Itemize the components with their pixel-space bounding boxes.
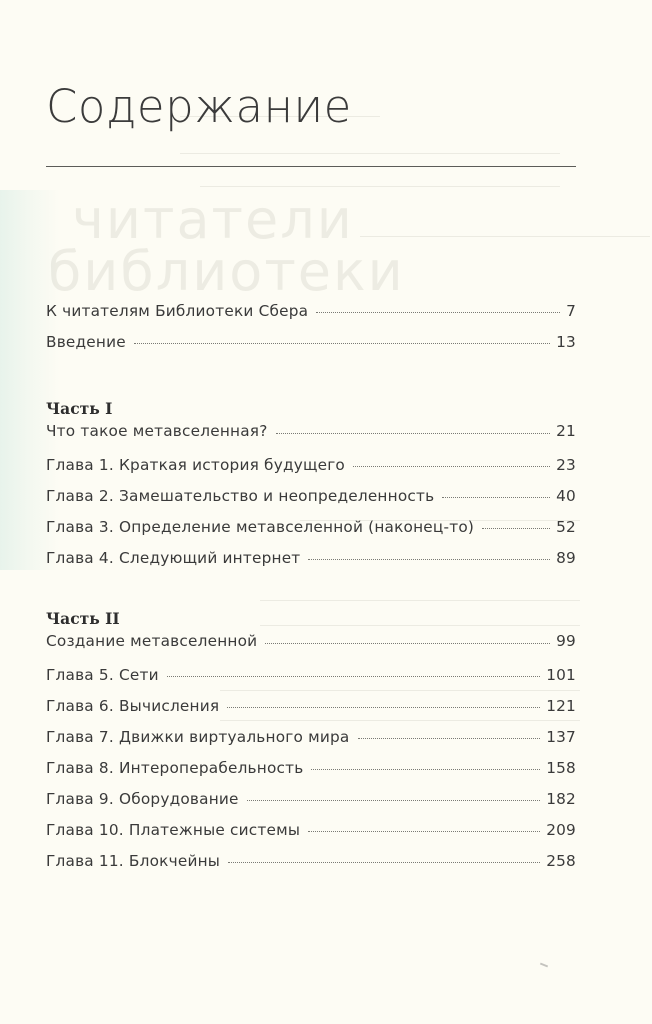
toc-entry-label: Создание метавселенной	[46, 632, 258, 650]
part-heading-1: Часть I	[46, 399, 113, 418]
spacer	[46, 358, 576, 398]
dot-leader	[227, 707, 540, 708]
toc-entry-chapter-2[interactable]	[46, 481, 576, 512]
toc-entry-chapter-6[interactable]	[46, 691, 576, 722]
toc-entry-label: Глава 6. Вычисления	[46, 697, 220, 715]
toc-entry-page: 258	[546, 852, 576, 870]
dot-leader	[167, 676, 540, 677]
dot-leader	[276, 433, 551, 434]
toc-entry-page: 182	[546, 790, 576, 808]
toc-entry-label: Глава 8. Интероперабельность	[46, 759, 304, 777]
toc-entry-part1-intro[interactable]	[46, 420, 576, 446]
toc-entry-page: 137	[546, 728, 576, 746]
toc-entry-page: 89	[556, 549, 576, 567]
toc-entry-label: Глава 3. Определение метавселенной (наконец-то)	[46, 518, 475, 536]
bleed-through-line	[360, 236, 650, 237]
dot-leader	[308, 559, 550, 560]
dot-leader	[311, 769, 540, 770]
toc-entry-label: Глава 5. Сети	[46, 666, 159, 684]
dot-leader	[228, 862, 540, 863]
toc-entry-label: Глава 11. Блокчейны	[46, 852, 221, 870]
toc-entry-label: Глава 1. Краткая история будущего	[46, 456, 345, 474]
toc-entry-page: 23	[556, 456, 576, 474]
toc-entry-page: 99	[556, 632, 576, 650]
toc-entry-chapter-11[interactable]	[46, 846, 576, 877]
toc-entry-introduction[interactable]	[46, 327, 576, 358]
toc-entry-page: 7	[566, 302, 576, 320]
toc-entry-readers[interactable]	[46, 296, 576, 327]
dot-leader	[265, 643, 550, 644]
dot-leader	[442, 497, 550, 498]
page-title: Содержание	[46, 80, 352, 133]
bleed-through-text: библиотеки	[48, 240, 405, 303]
dot-leader	[353, 466, 550, 467]
toc-entry-label: Введение	[46, 333, 126, 351]
toc-entry-page: 21	[556, 422, 576, 440]
toc-entry-page: 40	[556, 487, 576, 505]
part-heading-2: Часть II	[46, 609, 120, 628]
paper-speck	[540, 963, 548, 968]
bleed-through-line	[200, 186, 560, 187]
toc-entry-page: 158	[546, 759, 576, 777]
toc-entry-part2-intro[interactable]	[46, 630, 576, 656]
toc-entry-page: 13	[556, 333, 576, 351]
toc-entry-label: Глава 9. Оборудование	[46, 790, 239, 808]
toc-entry-chapter-5[interactable]	[46, 660, 576, 691]
toc-entry-label: Глава 10. Платежные системы	[46, 821, 301, 839]
dot-leader	[482, 528, 550, 529]
dot-leader	[134, 343, 550, 344]
dot-leader	[316, 312, 560, 313]
table-of-contents	[46, 296, 576, 877]
toc-entry-chapter-10[interactable]	[46, 815, 576, 846]
dot-leader	[308, 831, 540, 832]
toc-entry-chapter-4[interactable]	[46, 543, 576, 574]
toc-entry-page: 52	[556, 518, 576, 536]
toc-entry-chapter-3[interactable]	[46, 512, 576, 543]
toc-entry-page: 101	[546, 666, 576, 684]
toc-entry-page: 121	[546, 697, 576, 715]
toc-entry-page: 209	[546, 821, 576, 839]
dot-leader	[358, 738, 541, 739]
toc-entry-chapter-9[interactable]	[46, 784, 576, 815]
toc-entry-label: Глава 2. Замешательство и неопределенность	[46, 487, 435, 505]
toc-entry-label: Что такое метавселенная?	[46, 422, 268, 440]
spacer	[46, 574, 576, 608]
title-divider	[46, 166, 576, 167]
toc-entry-label: Глава 4. Следующий интернет	[46, 549, 301, 567]
toc-entry-chapter-8[interactable]	[46, 753, 576, 784]
toc-entry-chapter-1[interactable]	[46, 450, 576, 481]
bleed-through-line	[180, 153, 560, 154]
toc-entry-chapter-7[interactable]	[46, 722, 576, 753]
dot-leader	[247, 800, 541, 801]
bleed-through-text: читатели	[72, 188, 354, 251]
toc-entry-label: Глава 7. Движки виртуального мира	[46, 728, 350, 746]
toc-entry-label: К читателям Библиотеки Сбера	[46, 302, 309, 320]
